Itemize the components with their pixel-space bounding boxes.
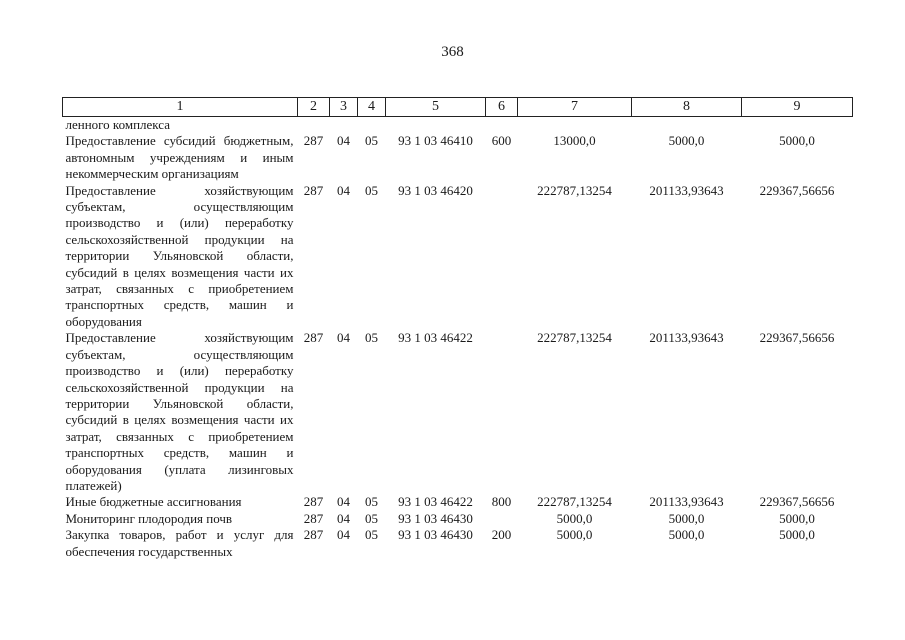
row-col2: 287 — [303, 182, 324, 198]
column-header-6: 6 — [486, 98, 518, 117]
row-col6 — [486, 117, 518, 134]
row-col6: 800 — [491, 494, 512, 510]
column-header-5: 5 — [386, 98, 486, 117]
row-col4: 05 — [365, 510, 378, 526]
column-header-2: 2 — [298, 98, 330, 117]
column-header-8: 8 — [632, 98, 742, 117]
row-col9: 229367,56656 — [759, 330, 835, 346]
row-col6 — [486, 511, 518, 527]
header-row — [63, 98, 853, 117]
table-row — [63, 133, 853, 182]
row-col6: 200 — [491, 527, 512, 543]
row-col9: 5000,0 — [779, 133, 815, 149]
row-col7: 222787,13254 — [537, 494, 612, 510]
row-col6 — [486, 330, 518, 494]
row-col3 — [330, 117, 358, 134]
row-name: Иные бюджетные ассигнования — [65, 494, 242, 510]
row-col5: 93 1 03 46422 — [398, 330, 473, 346]
row-col8: 5000,0 — [668, 510, 705, 526]
row-col8: 201133,93643 — [649, 494, 724, 510]
row-name: Закупка товаров, работ и услуг для обеспечения государственных — [65, 527, 294, 559]
row-col8 — [632, 117, 742, 134]
row-col4: 05 — [365, 133, 378, 149]
row-col8: 201133,93643 — [649, 182, 724, 198]
row-col8: 5000,0 — [668, 527, 705, 543]
row-col7 — [518, 117, 632, 134]
row-col4: 05 — [365, 330, 378, 346]
table-row — [63, 527, 853, 560]
table-row — [63, 494, 853, 510]
row-col2: 287 — [303, 527, 324, 543]
row-col7: 5000,0 — [556, 510, 593, 526]
row-col5: 93 1 03 46430 — [398, 510, 473, 526]
row-col7: 5000,0 — [556, 527, 593, 543]
column-header-3: 3 — [330, 98, 358, 117]
row-name: ленного комплекса — [65, 117, 170, 132]
table-row — [63, 183, 853, 331]
budget-table — [62, 97, 853, 560]
row-col2 — [298, 117, 330, 134]
row-col3: 04 — [337, 494, 350, 510]
row-col2: 287 — [303, 133, 324, 149]
row-col6 — [486, 183, 518, 331]
row-col9: 229367,56656 — [759, 494, 835, 510]
row-col9: 5000,0 — [779, 527, 815, 543]
column-header-1: 1 — [63, 98, 298, 117]
row-col2: 287 — [303, 510, 324, 526]
row-col4: 05 — [365, 527, 378, 543]
row-col3: 04 — [337, 182, 350, 198]
table-row — [63, 330, 853, 494]
row-col5 — [386, 117, 486, 134]
row-col2: 287 — [303, 330, 324, 346]
row-col9 — [742, 117, 853, 134]
column-header-9: 9 — [742, 98, 853, 117]
row-col2: 287 — [303, 494, 324, 510]
row-col4: 05 — [365, 182, 378, 198]
column-header-7: 7 — [518, 98, 632, 117]
row-col5: 93 1 03 46430 — [398, 527, 473, 543]
row-col3: 04 — [337, 330, 350, 346]
row-name: Предоставление хозяйствующим субъектам, осуществляющим производство и (или) переработку сельскохозяйственной продукции на территории Ульяновской области, субсидий в целях возмещения части их затрат, связанных с приобретением транспортных средств, машин и оборудования (уплата лизинговых платежей) — [65, 330, 294, 493]
row-col3: 04 — [337, 510, 350, 526]
row-name: Мониторинг плодородия почв — [65, 510, 233, 526]
column-header-4: 4 — [358, 98, 386, 117]
row-col5: 93 1 03 46410 — [398, 133, 473, 149]
row-col3: 04 — [337, 133, 350, 149]
row-col4 — [358, 117, 386, 134]
row-col8: 5000,0 — [668, 133, 705, 149]
row-col7: 222787,13254 — [537, 182, 612, 198]
row-col3: 04 — [337, 527, 350, 543]
row-col5: 93 1 03 46420 — [398, 182, 473, 198]
row-col4: 05 — [365, 494, 378, 510]
table-row — [63, 511, 853, 527]
row-name: Предоставление хозяйствующим субъектам, осуществляющим производство и (или) переработку сельскохозяйственной продукции на территории Ульяновской области, субсидий в целях возмещения части их затрат, связанных с приобретением транспортных средств, машин и оборудования — [65, 182, 294, 329]
row-col7: 222787,13254 — [537, 330, 612, 346]
page-number: 368 — [441, 44, 464, 60]
row-col8: 201133,93643 — [649, 330, 724, 346]
row-col6: 600 — [491, 133, 512, 149]
row-col9: 5000,0 — [779, 510, 815, 526]
row-col9: 229367,56656 — [759, 182, 835, 198]
row-name: Предоставление субсидий бюджетным, автономным учреждениям и иным некоммерческим организациям — [65, 133, 294, 182]
row-col7: 13000,0 — [553, 133, 596, 149]
table-row — [63, 117, 853, 134]
row-col5: 93 1 03 46422 — [398, 494, 473, 510]
